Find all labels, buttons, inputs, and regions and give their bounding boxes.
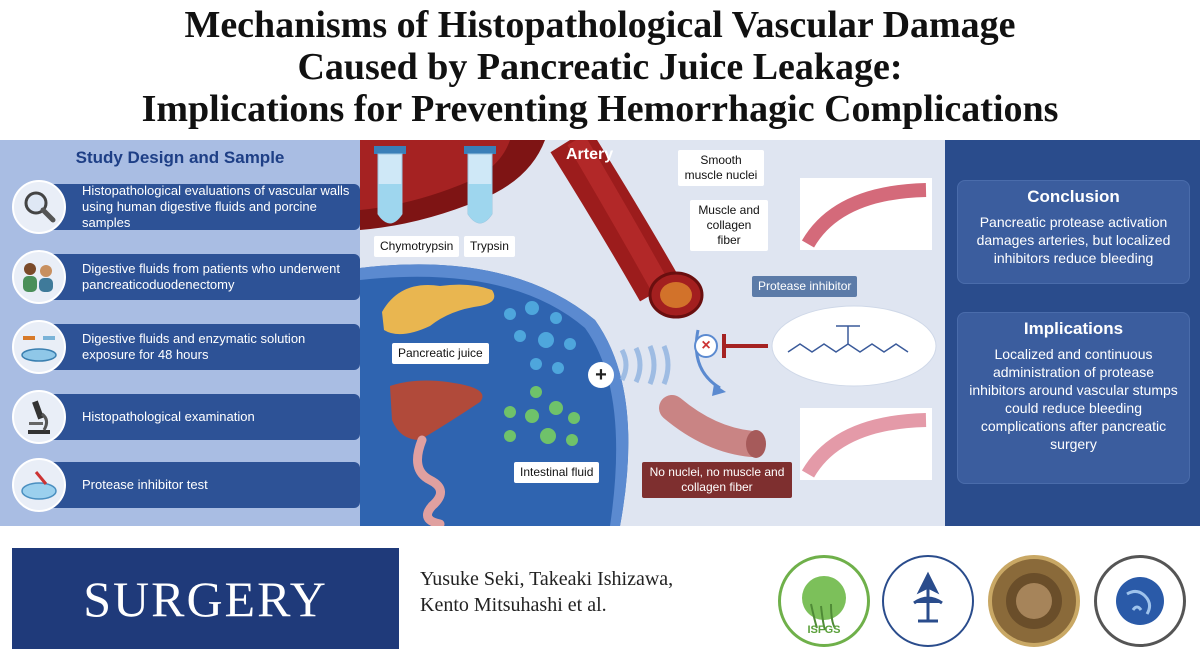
authors-line-1: Yusuke Seki, Takeaki Ishizawa, (420, 568, 674, 590)
intestinal-fluid-label: Intestinal fluid (514, 462, 599, 483)
study-step-2-text: Digestive fluids from patients who underwent pancreaticoduodenectomy (82, 261, 340, 292)
patients-icon (12, 250, 66, 304)
american-association-endocrine-surgeons-logo (1094, 555, 1186, 647)
title-line-1: Mechanisms of Histopathological Vascular Damage (184, 4, 1016, 46)
authors (420, 566, 673, 618)
plus-sign: + (588, 362, 614, 388)
title-line-2: Caused by Pancreatic Juice Leakage: (297, 46, 903, 88)
isfgs-text: ISFGS (807, 624, 841, 636)
study-design-header: Study Design and Sample (75, 148, 285, 167)
journal-logo (12, 548, 399, 649)
pancreatic-juice-label: Pancreatic juice (392, 343, 489, 364)
block-icon: × (694, 334, 718, 358)
implications-box (957, 312, 1190, 484)
society-university-surgeons-logo (882, 555, 974, 647)
study-step-1-text: Histopathological evaluations of vascular walls using human digestive fluids and porcine samples (82, 183, 350, 230)
study-step-1 (12, 180, 348, 234)
study-step-2 (12, 250, 348, 304)
authors-line-2: Kento Mitsuhashi et al. (420, 594, 607, 616)
muscle-collagen-label: Muscle and collagen fiber (690, 200, 768, 251)
smooth-muscle-nuclei-label: Smooth muscle nuclei (678, 150, 764, 186)
implications-header: Implications (1023, 319, 1124, 338)
damaged-artery-label: No nuclei, no muscle and collagen fiber (642, 462, 792, 498)
study-step-4 (12, 390, 348, 444)
petri-dish-pipette-icon (12, 320, 66, 374)
study-step-5 (12, 458, 348, 512)
trypsin-label: Trypsin (464, 236, 515, 257)
microscope-icon (12, 390, 66, 444)
title-line-3: Implications for Preventing Hemorrhagic Complications (141, 88, 1059, 130)
mechanism-diagram (360, 140, 945, 526)
study-step-4-text: Histopathological examination (82, 409, 255, 424)
journal-name: SURGERY (83, 570, 328, 627)
protease-inhibitor-label: Protease inhibitor (752, 276, 857, 297)
study-step-3-text: Digestive fluids and enzymatic solution exposure for 48 hours (82, 331, 306, 362)
study-step-3 (12, 320, 348, 374)
study-design-panel (0, 140, 360, 526)
artery-label: Artery (566, 146, 614, 163)
chymotrypsin-tube (374, 146, 406, 223)
implications-body: Localized and continuous administration of protease inhibitors around vascular stumps could reduce bleeding complications after pancreatic surgery (969, 346, 1178, 452)
magnifier-icon (12, 180, 66, 234)
conclusion-body: Pancreatic protease activation damages arteries, but localized inhibitors reduce bleeding (976, 214, 1171, 266)
petri-dish-icon (12, 458, 66, 512)
trypsin-tube (464, 146, 496, 223)
central-surgical-association-logo (988, 555, 1080, 647)
title-block (0, 0, 1200, 140)
findings-panel (945, 140, 1200, 526)
chymotrypsin-label: Chymotrypsin (374, 236, 459, 257)
isfgs-logo (778, 555, 870, 647)
conclusion-box (957, 180, 1190, 284)
conclusion-header: Conclusion (1027, 187, 1120, 206)
study-step-5-text: Protease inhibitor test (82, 477, 208, 492)
